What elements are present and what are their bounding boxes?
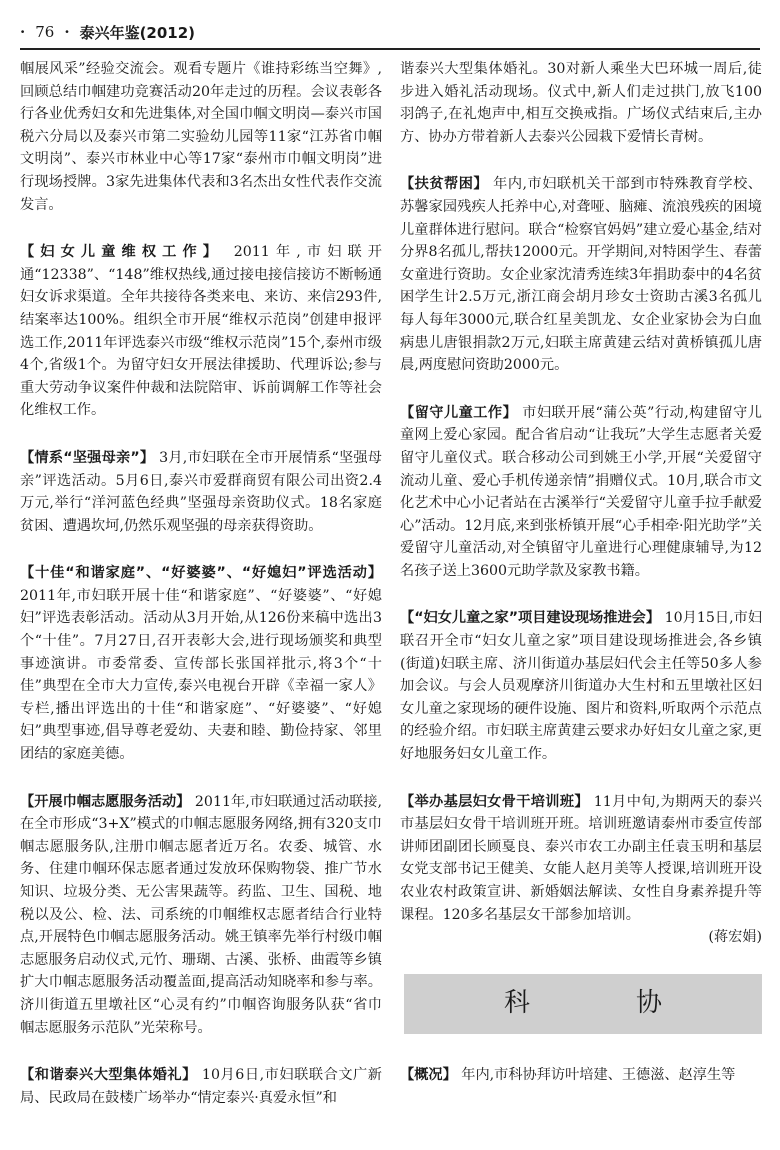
page-number: 76	[35, 23, 55, 41]
paragraph-heading: 【十佳“和谐家庭”、“好婆婆”、“好媳妇”评选活动】	[20, 565, 382, 582]
paragraph-body: 2011年,市妇联通过活动联接,在全市形成“3+X”模式的巾帼志愿服务网络,拥有320支巾帼志愿服务队,注册巾帼志愿者近万名。农委、城管、水务、住建巾帼环保志愿者通过发放环保购物袋、推广节水知识、垃圾分类、无公害果蔬等。药监、卫生、国税、地税以及公、检、法、司系统的巾帼维权志愿者结合行业特点,开展特色巾帼志愿服务活动。姚王镇率先举行村级巾帼志愿服务启动仪式,元竹、珊瑚、古溪、张桥、曲霞等乡镇扩大巾帼志愿服务活动覆盖面,提高活动知晓率和参与率。济川街道五里墩社区“心灵有约”巾帼咨询服务队获“省巾帼志愿服务示范队”光荣称号。	[20, 793, 382, 1036]
paragraph-body: 帼展风采”经验交流会。观看专题片《谁持彩练当空舞》,回顾总结巾帼建功竞赛活动20年走过的历程。会议表彰各行各业优秀妇女和先进集体,对全国巾帼文明岗—泰兴市国税六分局以及泰兴市第二实验幼儿园等11家“江苏省巾帼文明岗”、泰兴市林业中心等17家“泰州市巾帼文明岗”进行现场授牌。3家先进集体代表和3名杰出女性代表作交流发言。	[20, 61, 382, 213]
right-column	[400, 58, 762, 1111]
page-header	[20, 18, 760, 46]
paragraph-heading: 【“妇女儿童之家”项目建设现场推进会】	[400, 610, 661, 627]
paragraph-body: 2011年,市妇联开通“12338”、“148”维权热线,通过接电接信接访不断畅通妇女诉求渠道。全年共接待各类来电、来访、来信293件,结案率达100%。组织全市开展“维权示范岗”创建申报评选工作,2011年评选泰兴市级“维权示范岗”15个,泰州市级4个,省级1个。为留守妇女开展法律援助、代理诉讼;参与重大劳动争议案件仲裁和法院陪审、诉前调解工作等社会化维权工作。	[20, 244, 382, 419]
paragraph	[20, 562, 382, 765]
paragraph-heading: 【开展巾帼志愿服务活动】	[20, 793, 191, 810]
paragraph	[400, 607, 762, 765]
paragraph	[20, 791, 382, 1040]
paragraph-body: 市妇联开展“蒲公英”行动,构建留守儿童网上爱心家园。配合省启动“让我玩”大学生志愿者关爱留守儿童仪式。联合移动公司到姚王小学,开展“关爱留守流动儿童、爱心手机传递亲情”捐赠仪式。10月,联合市文化艺术中心小记者站在古溪举行“关爱留守儿童手拉手献爱心”活动。12月底,来到张桥镇开展“心手相牵·阳光助学”关爱留守儿童活动,对全镇留守儿童进行心理健康辅导,为12名孩子送上3600元助学款及家教书籍。	[400, 404, 762, 579]
left-column	[20, 58, 382, 1134]
paragraph-heading: 【和谐泰兴大型集体婚礼】	[20, 1067, 197, 1084]
paragraph	[20, 241, 382, 422]
paragraph	[20, 58, 382, 216]
paragraph-body: 年内,市妇联机关干部到市特殊教育学校、苏馨家园残疾人托养中心,对聋哑、脑瘫、流浪残疾的困境儿童群体进行慰问。联合“检察官妈妈”建立爱心基金,结对分界8名孤儿,帮扶12000元。开学期间,对特困学生、春蕾女童进行资助。女企业家沈清秀连续3年捐助泰中的4名贫困学生计2.5万元,浙江商会胡月珍女士资助古溪3名孤儿每人每年3000元,联合红星美凯龙、女企业家协会为白血病患儿唐银捐款2万元,妇联主席黄建云结对黄桥镇孤儿唐晨,两度慰问资助2000元。	[400, 176, 762, 374]
paragraph	[400, 173, 762, 376]
paragraph	[400, 1064, 762, 1087]
paragraph-heading: 【妇女儿童维权工作】	[20, 244, 224, 261]
paragraph-heading: 【举办基层妇女骨干培训班】	[400, 793, 589, 810]
paragraph-heading: 【留守儿童工作】	[400, 404, 518, 421]
header-dot: ·	[20, 23, 26, 41]
author-signature: (蒋宏娟)	[708, 929, 762, 946]
section-title: 科 协	[503, 988, 702, 1019]
yearbook-title: 泰兴年鉴(2012)	[79, 23, 196, 42]
header-dot: ·	[64, 23, 70, 41]
paragraph-body: 年内,市科协拜访叶培建、王德滋、赵淳生等	[461, 1066, 736, 1083]
paragraph-body: 10月6日,市妇联联合文广新局、民政局在鼓楼广场举办“情定泰兴·真爱永恒”和	[20, 1067, 382, 1106]
paragraph-body: 10月15日,市妇联召开全市“妇女儿童之家”项目建设现场推进会,各乡镇(街道)妇联主席、济川街道办基层妇代会主任等50多人参加会议。与会人员观摩济川街道办大生村和五里墩社区妇女儿童之家现场的硬件设施、图片和资料,听取两个示范点的经验介绍。市妇联主席黄建云要求办好妇女儿童之家,更好地服务妇女儿童工作。	[400, 610, 763, 763]
paragraph-heading: 【扶贫帮困】	[400, 176, 489, 193]
paragraph-body: 谐泰兴大型集体婚礼。30对新人乘坐大巴环城一周后,徒步进入婚礼活动现场。仪式中,新人们走过拱门,放飞100羽鸽子,在礼炮声中,相互交换戒指。广场仪式结束后,主办方、协办方带着新人去泰兴公园栽下爱情长青树。	[400, 61, 762, 145]
paragraph-body: 11月中旬,为期两天的泰兴市基层妇女骨干培训班开班。培训班邀请泰州市委宣传部讲师团副团长顾戛良、泰兴市农工办副主任袁玉明和基层女党支部书记王健美、女能人赵月美等人授课,培训班开设农业农村政策宣讲、新婚姻法解读、女性自身素养提升等课程。120多名基层女干部参加培训。	[400, 793, 762, 923]
paragraph-body: 3月,市妇联在全市开展情系“坚强母亲”评选活动。5月6日,泰兴市爱群商贸有限公司出资2.4万元,举行“洋河蓝色经典”坚强母亲资助仪式。18名家庭贫困、遭遇坎坷,仍然乐观坚强的母亲获得资助。	[20, 449, 382, 534]
header-rule	[20, 48, 760, 50]
paragraph	[20, 447, 382, 537]
paragraph-body: 2011年,市妇联开展十佳“和谐家庭”、“好婆婆”、“好媳妇”评选表彰活动。活动从3月开始,从126份来稿中选出3个“十佳”。7月27日,召开表彰大会,进行现场颁奖和典型事迹演讲。市委常委、宣传部长张国祥批示,将3个“十佳”典型在全市大力宣传,泰兴电视台开辟《幸福一家人》专栏,播出评选出的十佳“和谐家庭”、“好婆婆”、“好媳妇”典型事迹,倡导尊老爱幼、夫妻和睦、勤俭持家、邻里团结的家庭美德。	[20, 587, 382, 763]
paragraph	[20, 1064, 382, 1109]
section-title-band	[404, 974, 762, 1034]
paragraph	[400, 58, 762, 148]
paragraph	[400, 791, 762, 949]
paragraph-heading: 【情系“坚强母亲”】	[20, 449, 155, 466]
paragraph-heading: 【概况】	[400, 1066, 457, 1083]
paragraph	[400, 402, 762, 583]
